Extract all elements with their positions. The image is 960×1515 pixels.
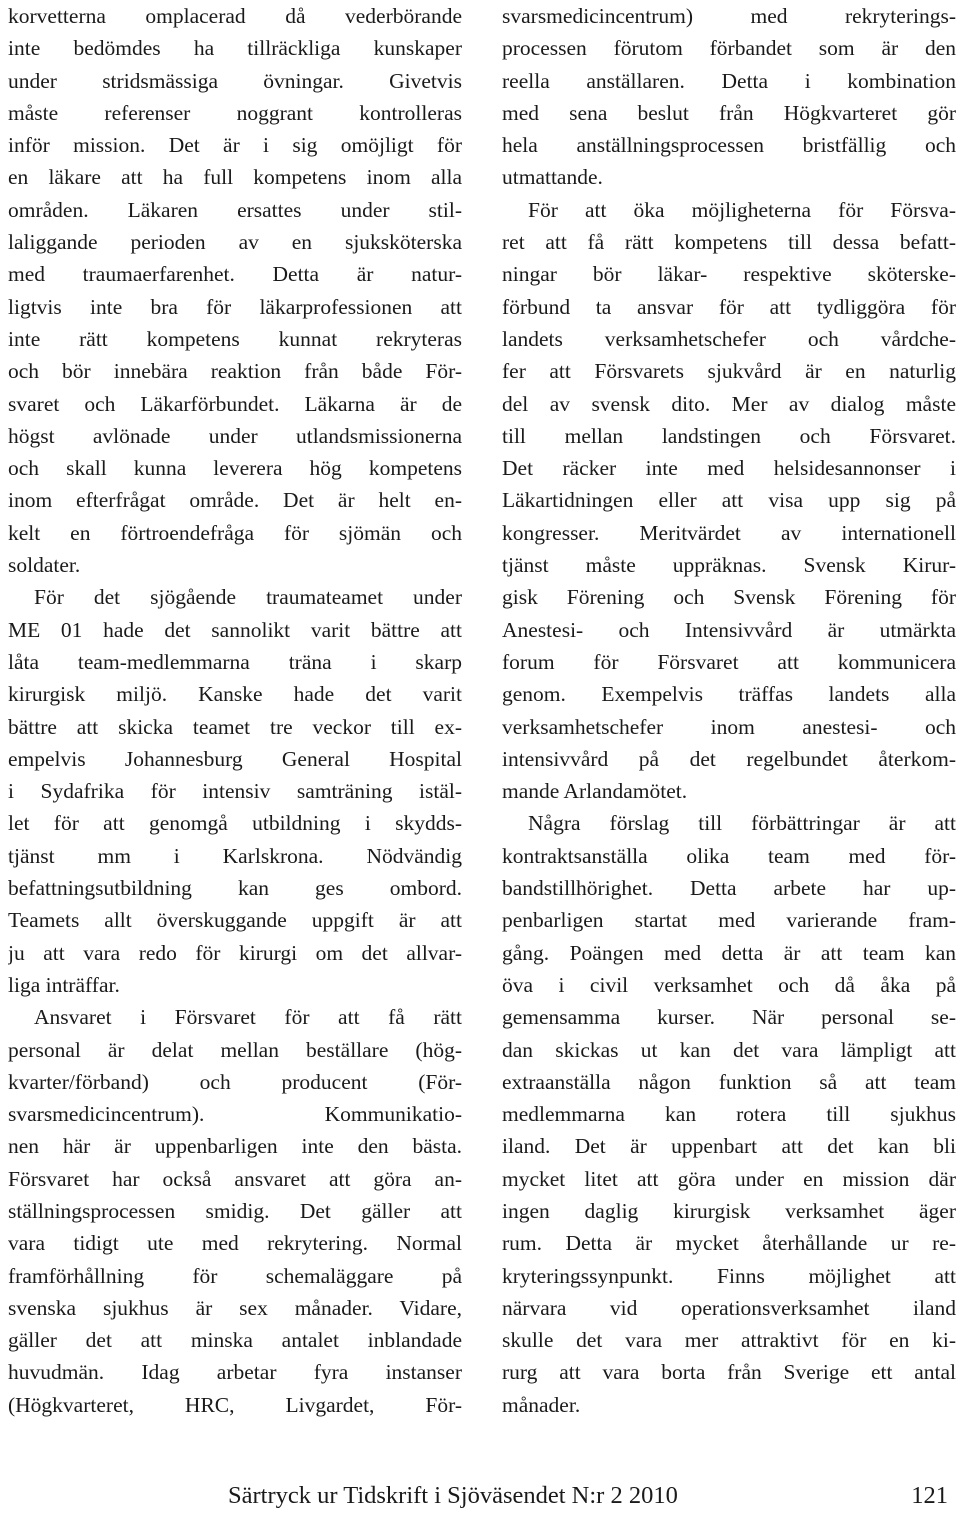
text-line: laliggande perioden av en sjuksköterska (8, 230, 462, 255)
text-line: gäller det att minska antalet inblandade (8, 1328, 462, 1353)
text-line: fer att Försvarets sjukvård är en naturlig (502, 359, 956, 384)
text-line: med sena beslut från Högkvarteret gör (502, 100, 956, 125)
text-line: under stridsmässiga övningar. Givetvis (8, 68, 462, 93)
text-line: månader. (502, 1392, 581, 1417)
text-line: en läkare att ha full kompetens inom alla (8, 165, 462, 190)
text-line: För det sjögående traumateamet under (34, 585, 462, 610)
text-line: inte bedömdes ha tillräckliga kunskaper (8, 36, 462, 61)
text-line: verksamhetschefer inom anestesi- och (502, 714, 956, 739)
text-line: Försvaret har också ansvaret att göra an- (8, 1166, 462, 1191)
text-line: mande Arlandamötet. (502, 779, 688, 804)
text-line: med traumaerfarenhet. Detta är natur- (8, 262, 462, 287)
text-line: bandstillhörighet. Detta arbete har up- (502, 876, 956, 901)
text-line: framförhållning för schemaläggare på (8, 1263, 462, 1288)
text-line: inför mission. Det är i sig omöjligt för (8, 133, 462, 158)
text-line: extraanställa någon funktion så att team (502, 1069, 956, 1094)
text-line: forum för Försvaret att kommunicera (502, 649, 956, 674)
text-line: let för att genomgå utbildning i skydds- (8, 811, 462, 836)
text-line: måste referenser noggrant kontrolleras (8, 100, 462, 125)
text-line: kongresser. Meritvärdet av internationell (502, 520, 956, 545)
text-line: soldater. (8, 553, 81, 578)
text-line: penbarligen startat med varierande fram- (502, 908, 956, 933)
text-line: svaret och Läkarförbundet. Läkarna är de (8, 391, 462, 416)
text-line: intensivvård på det regelbundet återkom- (502, 746, 956, 771)
text-line: korvetterna omplacerad då vederbörande (8, 4, 462, 28)
text-line: kvarter/förband) och producent (För- (8, 1069, 462, 1094)
text-line: iland. Det är uppenbart att det kan bli (502, 1134, 956, 1159)
text-line: och bör innebära reaktion från både För- (8, 359, 462, 384)
left-text-column (8, 0, 462, 1421)
text-line: ME 01 hade det sannolikt varit bättre att (8, 617, 462, 642)
text-line: ret att få rätt kompetens till dessa befatt- (502, 230, 956, 255)
text-line: närvara vid operationsverksamhet iland (502, 1295, 956, 1320)
text-line: hela anställningsprocessen bristfällig och (502, 133, 956, 158)
text-line: reella anställaren. Detta i kombination (502, 68, 956, 93)
text-line: Anestesi- och Intensivvård är utmärkta (502, 617, 956, 642)
text-line: huvudmän. Idag arbetar fyra instanser (8, 1360, 462, 1385)
text-line: utmattande. (502, 165, 603, 190)
text-line: rum. Detta är mycket återhållande ur re- (502, 1231, 956, 1256)
text-line: inom efterfrågat område. Det är helt en- (8, 488, 462, 513)
text-line: skulle det vara mer attraktivt för en ki- (502, 1328, 956, 1353)
text-line: empelvis Johannesburg General Hospital (8, 746, 462, 771)
text-line: processen förutom förbandet som är den (502, 36, 956, 61)
text-line: tjänst måste uppräknas. Svensk Kirur- (502, 553, 956, 578)
text-line: svarsmedicincentrum) med rekryterings- (502, 4, 956, 28)
text-line: personal är delat mellan beställare (hög- (8, 1037, 462, 1062)
text-line: svarsmedicincentrum). Kommunikatio- (8, 1102, 462, 1127)
text-line: För att öka möjligheterna för Försva- (528, 197, 956, 222)
text-line: förbund ta ansvar för att tydliggöra för (502, 294, 956, 319)
text-line: nen här är uppenbarligen inte den bästa. (8, 1134, 462, 1159)
text-line: områden. Läkaren ersattes under stil- (8, 197, 462, 222)
text-line: gemensamma kurser. När personal se- (502, 1005, 956, 1030)
text-line: Det räcker inte med helsidesannonser i (502, 456, 956, 481)
text-line: tjänst mm i Karlskrona. Nödvändig (8, 843, 462, 868)
text-line: låta team-medlemmarna träna i skarp (8, 649, 462, 674)
text-line: medlemmarna kan rotera till sjukhus (502, 1102, 956, 1127)
text-line: rurg att vara borta från Sverige ett antal (502, 1360, 956, 1385)
text-line: Ansvaret i Försvaret för att få rätt (34, 1005, 462, 1030)
right-text-column (502, 0, 956, 1421)
text-line: befattningsutbildning kan ges ombord. (8, 876, 462, 901)
text-line: dan skickas ut kan det vara lämpligt att (502, 1037, 956, 1062)
text-line: bättre att skicka teamet tre veckor till ex- (8, 714, 462, 739)
text-line: del av svensk dito. Mer av dialog måste (502, 391, 956, 416)
text-line: kirurgisk miljö. Kanske hade det varit (8, 682, 462, 707)
text-line: kelt en förtroendefråga för sjömän och (8, 520, 462, 545)
text-line: svenska sjukhus är sex månader. Vidare, (8, 1295, 462, 1320)
text-line: vara tidigt ute med rekrytering. Normal (8, 1231, 462, 1256)
text-line: gång. Poängen med detta är att team kan (502, 940, 956, 965)
text-line: kryteringssynpunkt. Finns möjlighet att (502, 1263, 956, 1288)
text-line: ligtvis inte bra för läkarprofessionen att (8, 294, 462, 319)
text-line: genom. Exempelvis träffas landets alla (502, 682, 956, 707)
text-line: inte rätt kompetens kunnat rekryteras (8, 326, 462, 351)
text-line: kontraktsanställa olika team med för- (502, 843, 956, 868)
text-line: mycket litet att göra under en mission där (502, 1166, 956, 1191)
footer-journal-title: Särtryck ur Tidskrift i Sjöväsendet N:r 2 2010 (228, 1482, 678, 1509)
footer-page-number: 121 (911, 1482, 948, 1509)
text-line: ställningsprocessen smidig. Det gäller att (8, 1198, 462, 1223)
text-line: Några förslag till förbättringar är att (528, 811, 956, 836)
text-line: ningar bör läkar- respektive sköterske- (502, 262, 956, 287)
text-line: gisk Förening och Svensk Förening för (502, 585, 956, 610)
text-line: till mellan landstingen och Försvaret. (502, 423, 956, 448)
text-line: ju att vara redo för kirurgi om det allvar- (8, 940, 462, 965)
text-line: i Sydafrika för intensiv samträning istäl- (8, 779, 462, 804)
text-line: landets verksamhetschefer och vårdche- (502, 326, 956, 351)
text-line: Läkartidningen eller att visa upp sig på (502, 488, 956, 513)
text-line: Teamets allt överskuggande uppgift är att (8, 908, 462, 933)
text-line: liga inträffar. (8, 972, 120, 997)
text-line: (Högkvarteret, HRC, Livgardet, För- (8, 1392, 462, 1417)
text-line: öva i civil verksamhet och då åka på (502, 972, 956, 997)
text-line: ingen daglig kirurgisk verksamhet äger (502, 1198, 956, 1223)
text-line: högst avlönade under utlandsmissionerna (8, 423, 462, 448)
text-line: och skall kunna leverera hög kompetens (8, 456, 462, 481)
